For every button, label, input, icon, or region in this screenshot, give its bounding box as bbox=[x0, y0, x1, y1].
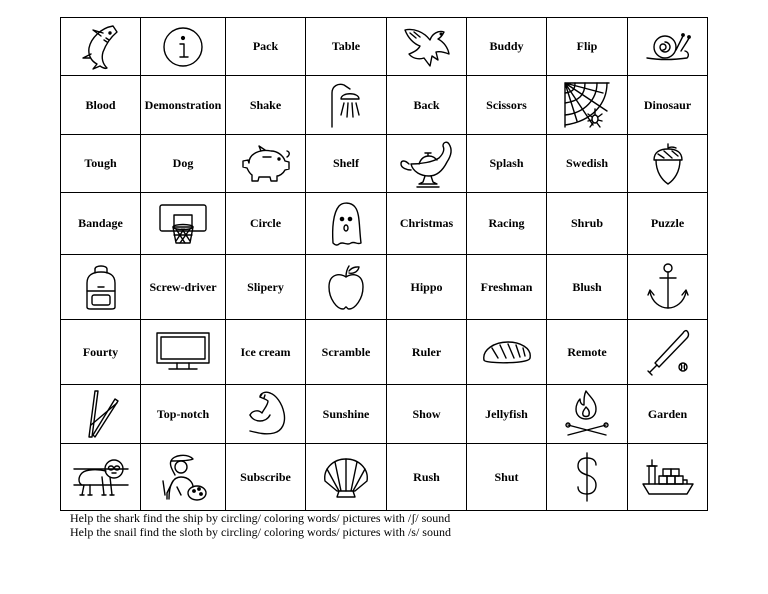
word-label: Back bbox=[413, 97, 440, 112]
ghost-icon bbox=[306, 199, 386, 249]
piggy-bank-icon bbox=[226, 145, 305, 183]
picture-cell[interactable] bbox=[61, 444, 141, 511]
word-cell[interactable] bbox=[547, 193, 628, 255]
word-cell[interactable] bbox=[141, 255, 226, 320]
picture-cell[interactable] bbox=[547, 385, 628, 444]
sushi-icon bbox=[467, 338, 546, 366]
info-icon bbox=[141, 26, 225, 68]
grid-row bbox=[61, 320, 708, 385]
word-cell[interactable] bbox=[547, 320, 628, 385]
instruction-snail-sloth: Help the snail find the sloth by circling/ coloring words/ pictures with /s/ sound bbox=[70, 525, 451, 539]
picture-cell[interactable] bbox=[141, 320, 226, 385]
acorn-icon bbox=[628, 142, 707, 186]
chopsticks-icon bbox=[61, 389, 140, 439]
picture-cell[interactable] bbox=[547, 444, 628, 511]
picture-cell[interactable] bbox=[306, 76, 387, 135]
word-label: Subscribe bbox=[240, 469, 291, 484]
word-label: Swedish bbox=[565, 156, 609, 170]
word-cell[interactable] bbox=[306, 135, 387, 193]
word-cell[interactable] bbox=[547, 255, 628, 320]
picture-cell[interactable] bbox=[141, 444, 226, 511]
word-label: Slipery bbox=[247, 279, 284, 294]
picture-cell[interactable] bbox=[387, 135, 467, 193]
picture-cell[interactable] bbox=[226, 385, 306, 444]
word-cell[interactable] bbox=[467, 193, 547, 255]
word-label: Demonstration bbox=[144, 97, 222, 112]
word-cell[interactable] bbox=[387, 76, 467, 135]
word-cell[interactable] bbox=[226, 18, 306, 76]
picture-cell[interactable] bbox=[141, 18, 226, 76]
magic-lamp-icon bbox=[387, 138, 466, 190]
word-cell[interactable] bbox=[61, 135, 141, 193]
word-cell[interactable] bbox=[628, 385, 708, 444]
grid-row bbox=[61, 255, 708, 320]
snail-icon bbox=[628, 30, 707, 64]
word-label: Sunshine bbox=[322, 406, 370, 421]
word-label: Ruler bbox=[411, 344, 442, 359]
grid-row bbox=[61, 135, 708, 193]
word-label: Dinosaur bbox=[643, 97, 692, 112]
picture-cell[interactable] bbox=[306, 255, 387, 320]
shark-icon bbox=[61, 22, 140, 72]
eagle-icon bbox=[387, 24, 466, 70]
word-label: Shut bbox=[494, 469, 519, 484]
picture-cell[interactable] bbox=[628, 320, 708, 385]
word-label: Rush bbox=[413, 469, 440, 484]
word-cell[interactable] bbox=[467, 385, 547, 444]
picture-cell[interactable] bbox=[226, 135, 306, 193]
word-label: Blush bbox=[572, 279, 602, 294]
word-label: Pack bbox=[252, 39, 279, 53]
word-label: Bandage bbox=[78, 216, 123, 230]
grid-row bbox=[61, 444, 708, 511]
muscle-arm-icon bbox=[226, 389, 305, 439]
word-cell[interactable] bbox=[387, 385, 467, 444]
word-cell[interactable] bbox=[387, 193, 467, 255]
word-cell[interactable] bbox=[306, 18, 387, 76]
word-label: Scissors bbox=[486, 97, 527, 112]
picture-cell[interactable] bbox=[61, 255, 141, 320]
word-cell[interactable] bbox=[467, 18, 547, 76]
basketball-hoop-icon bbox=[141, 203, 225, 245]
baseball-bat-icon bbox=[628, 327, 707, 377]
apple-icon bbox=[306, 263, 386, 311]
word-cell[interactable] bbox=[387, 255, 467, 320]
picture-cell[interactable] bbox=[306, 444, 387, 511]
word-cell[interactable] bbox=[141, 135, 226, 193]
word-cell[interactable] bbox=[547, 135, 628, 193]
word-label: Shrub bbox=[570, 216, 604, 230]
word-label: Puzzle bbox=[650, 216, 685, 230]
word-cell[interactable] bbox=[226, 76, 306, 135]
word-cell[interactable] bbox=[628, 76, 708, 135]
word-cell[interactable] bbox=[628, 193, 708, 255]
word-label: Ice cream bbox=[240, 344, 291, 359]
word-label: Christmas bbox=[399, 216, 454, 230]
grid-row bbox=[61, 18, 708, 76]
word-cell[interactable] bbox=[387, 444, 467, 511]
word-cell[interactable] bbox=[141, 385, 226, 444]
word-label: Shake bbox=[249, 97, 282, 112]
seashell-icon bbox=[306, 455, 386, 499]
picture-cell[interactable] bbox=[387, 18, 467, 76]
backpack-icon bbox=[61, 263, 140, 311]
word-label: Flip bbox=[576, 39, 598, 53]
word-label: Dog bbox=[172, 156, 194, 170]
dollar-sign-icon bbox=[547, 451, 627, 503]
word-cell[interactable] bbox=[226, 255, 306, 320]
word-label: Circle bbox=[249, 216, 282, 230]
word-label: Screw-driver bbox=[149, 279, 217, 294]
shower-icon bbox=[306, 81, 386, 129]
word-label: Scramble bbox=[321, 344, 371, 359]
word-label: Jellyfish bbox=[485, 406, 528, 421]
picture-cell[interactable] bbox=[628, 135, 708, 193]
tv-monitor-icon bbox=[141, 331, 225, 373]
word-label: Buddy bbox=[489, 39, 524, 53]
word-cell[interactable] bbox=[61, 193, 141, 255]
word-label: Freshman bbox=[480, 279, 533, 294]
word-label: Top-notch bbox=[156, 406, 210, 421]
picture-cell[interactable] bbox=[628, 18, 708, 76]
word-cell[interactable] bbox=[467, 135, 547, 193]
spiderweb-icon bbox=[547, 81, 627, 129]
picture-cell[interactable] bbox=[628, 255, 708, 320]
anchor-icon bbox=[628, 262, 707, 312]
grid-row bbox=[61, 193, 708, 255]
word-label: Remote bbox=[567, 344, 607, 359]
word-cell[interactable] bbox=[387, 320, 467, 385]
word-cell[interactable] bbox=[467, 76, 547, 135]
cargo-ship-icon bbox=[628, 456, 707, 498]
picture-cell[interactable] bbox=[467, 320, 547, 385]
grid-row bbox=[61, 385, 708, 444]
word-label: Garden bbox=[647, 406, 688, 421]
word-label: Fourty bbox=[82, 344, 119, 359]
word-cell[interactable] bbox=[61, 76, 141, 135]
instruction-shark-ship: Help the shark find the ship by circling/ coloring words/ pictures with /ʃ/ sound bbox=[70, 511, 451, 525]
picture-cell[interactable] bbox=[61, 385, 141, 444]
word-cell[interactable] bbox=[306, 385, 387, 444]
painter-icon bbox=[141, 451, 225, 503]
word-label: Splash bbox=[489, 156, 524, 170]
word-label: Blood bbox=[85, 97, 116, 112]
picture-cell[interactable] bbox=[547, 76, 628, 135]
word-label: Racing bbox=[488, 216, 525, 230]
picture-cell[interactable] bbox=[61, 18, 141, 76]
word-cell[interactable] bbox=[226, 193, 306, 255]
picture-cell[interactable] bbox=[306, 193, 387, 255]
picture-cell[interactable] bbox=[141, 193, 226, 255]
word-cell[interactable] bbox=[467, 255, 547, 320]
word-label: Table bbox=[331, 39, 361, 53]
word-label: Tough bbox=[84, 156, 117, 170]
word-cell[interactable] bbox=[547, 18, 628, 76]
grid-row bbox=[61, 76, 708, 135]
word-cell[interactable] bbox=[226, 444, 306, 511]
word-label: Shelf bbox=[332, 156, 359, 170]
word-label: Show bbox=[412, 406, 441, 421]
sloth-icon bbox=[61, 455, 140, 499]
word-label: Hippo bbox=[410, 279, 443, 294]
word-cell[interactable] bbox=[306, 320, 387, 385]
campfire-icon bbox=[547, 389, 627, 439]
word-cell[interactable] bbox=[226, 320, 306, 385]
word-picture-grid bbox=[60, 17, 708, 511]
word-cell[interactable] bbox=[467, 444, 547, 511]
picture-cell[interactable] bbox=[628, 444, 708, 511]
word-cell[interactable] bbox=[141, 76, 226, 135]
word-cell[interactable] bbox=[61, 320, 141, 385]
